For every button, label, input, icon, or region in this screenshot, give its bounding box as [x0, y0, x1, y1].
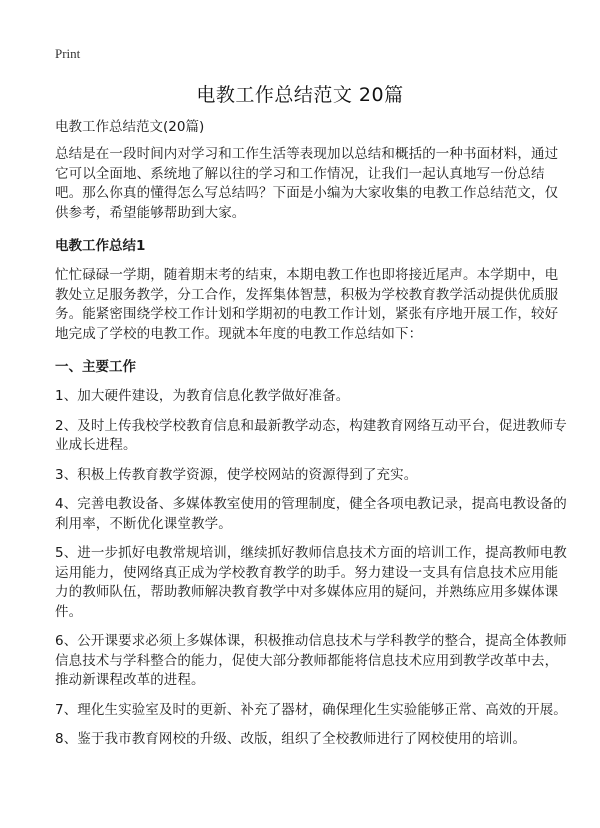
list-item: 2、及时上传我校学校教育信息和最新教学动态，构建教育网络互动平台，促进教师专业成长进程。 [55, 417, 567, 453]
document-subtitle: 电教工作总结范文(20篇) [55, 119, 205, 135]
list-item: 4、完善电教设备、多媒体教室使用的管理制度，健全各项电教记录，提高电教设备的利用率，不断优化课堂教学。 [55, 496, 567, 532]
section-heading: 电教工作总结1 [55, 238, 146, 254]
list-item: 5、进一步抓好电教常规培训，继续抓好教师信息技术方面的培训工作，提高教师电教运用能力，使网络真正成为学校教育教学的助手。努力建设一支具有信息技术应用能力的教师队伍，帮助教师解决教育教学中对多媒体应用的疑问，并熟练应用多媒体课件。 [55, 545, 567, 620]
list-item: 3、积极上传教育教学资源，使学校网站的资源得到了充实。 [55, 466, 418, 483]
list-item: 1、加大硬件建设，为教育信息化教学做好准备。 [55, 388, 350, 404]
intro-paragraph: 总结是在一段时间内对学习和工作生活等表现加以总结和概括的一种书面材料，通过它可以全面地、系统地了解以往的学习和工作情况，让我们一起认真地写一份总结吧。那么你真的懂得怎么写总结吗？下面是小编为大家收集的电教工作总结范文，仅供参考，希望能够帮助到大家。 [55, 146, 559, 221]
list-item: 6、公开课要求必须上多媒体课，积极推动信息技术与学科教学的整合，提高全体教师信息技术与学科整合的能力，促使大部分教师都能将信息技术应用到教学改革中去，推动新课程改革的进程。 [55, 633, 567, 688]
page-title: 电教工作总结范文 20篇 [196, 84, 404, 106]
list-item: 7、理化生实验室及时的更新、补充了器材，确保理化生实验能够正常、高效的开展。 [55, 701, 567, 718]
section-intro-paragraph: 忙忙碌碌一学期，随着期末考的结束，本期电教工作也即将接近尾声。本学期中，电教处立足服务教学，分工合作，发挥集体智慧，积极为学校教育教学活动提供优质服务。能紧密围绕学校工作计划和学期初的电教工作计划，紧张有序地开展工作，较好地完成了学校的电教工作。现就本年度的电教工作总结如下： [55, 267, 559, 342]
document-body [55, 118, 570, 760]
list-item: 8、鉴于我市教育网校的升级、改版，组织了全校教师进行了网校使用的培训。 [55, 731, 527, 747]
subheading-main-work: 一、主要工作 [55, 359, 136, 375]
print-link[interactable]: Print [55, 46, 81, 61]
